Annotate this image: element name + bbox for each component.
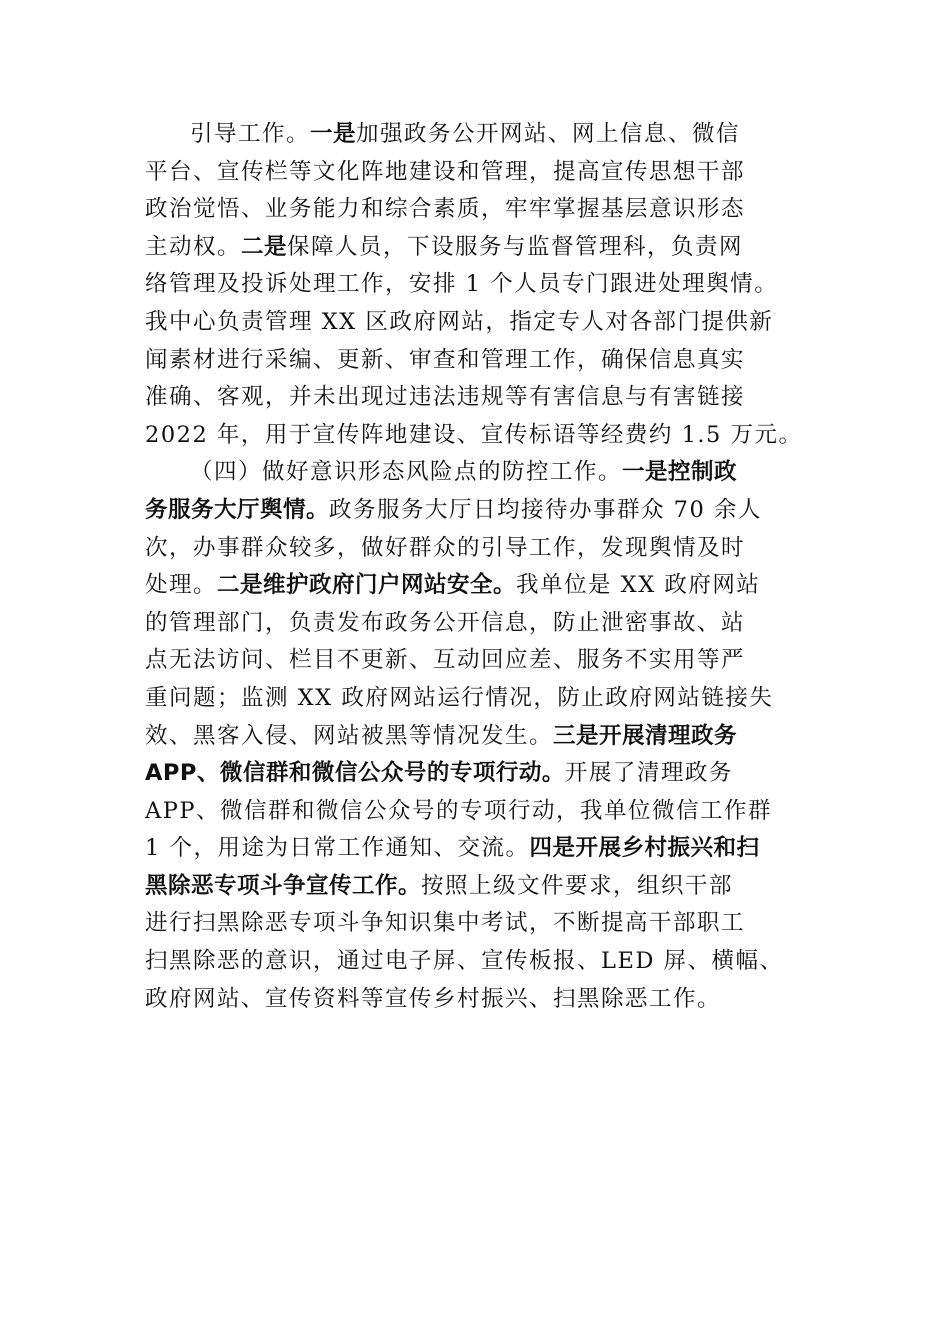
bold-text-run: 二是 [241,233,288,260]
text-line [145,530,825,568]
text-line [145,793,825,831]
text-line [145,830,825,868]
text-run: APP、微信群和微信公众号的专项行动，我单位微信工作群 [145,797,773,824]
text-line [145,229,825,267]
bold-text-run: 黑除恶专项斗争宣传工作。 [145,872,422,899]
text-line [145,342,825,380]
bold-text-run: 一是 [310,121,357,147]
text-line [145,605,825,643]
text-line [145,191,825,229]
text-run: 点无法访问、栏目不更新、互动回应差、服务不实用等严 [145,647,746,674]
text-run: 政治觉悟、业务能力和综合素质，牢牢掌握基层意识形态 [145,196,746,223]
text-run: 平台、宣传栏等文化阵地建设和管理，提高宣传思想干部 [145,158,746,185]
bold-text-run: 四是开展乡村振兴和扫 [529,835,760,862]
text-run: 次，办事群众较多，做好群众的引导工作，发现舆情及时 [145,534,746,561]
text-run: 主动权。 [145,233,242,260]
bold-text-run: 三是开展清理政务 [553,722,738,749]
text-run: 按照上级文件要求，组织干部 [421,872,734,899]
text-line [145,116,825,154]
text-run: 政府网站、宣传资料等宣传乡村振兴、扫黑除恶工作。 [145,985,722,1012]
text-run: 络管理及投诉处理工作，安排 1 个人员专门跟进处理舆情。 [145,271,779,298]
bold-text-run: 一是控制政 [622,459,738,486]
text-run: 闻素材进行采编、更新、审查和管理工作，确保信息真实 [145,346,746,373]
text-line [145,680,825,718]
text-line [145,943,825,981]
bold-text-run: APP、微信群和微信公众号的专项行动。 [145,760,565,787]
document-body [145,116,825,1018]
text-run: （四）做好意识形态风险点的防控工作。 [190,459,623,486]
text-run: 引导工作。 [190,121,311,147]
text-line [145,304,825,342]
text-line [145,266,825,304]
text-line [145,718,825,756]
text-run: 进行扫黑除恶专项斗争知识集中考试，不断提高干部职工 [145,910,746,937]
text-run: 准确、客观，并未出现过违法违规等有害信息与有害链接 [145,384,746,411]
text-line [145,417,825,455]
text-run: 加强政务公开网站、网上信息、微信 [356,121,741,147]
text-run: 处理。 [145,572,218,599]
text-line [145,154,825,192]
text-line [145,905,825,943]
text-run: 我单位是 XX 政府网站 [516,572,761,599]
text-line [145,981,825,1019]
text-run: 保障人员，下设服务与监督管理科，负责网 [287,233,744,260]
text-run: 的管理部门，负责发布政务公开信息，防止泄密事故、站 [145,609,746,636]
text-line [145,567,825,605]
text-line [145,642,825,680]
text-line [145,868,825,906]
text-run: 政务服务大厅日均接待办事群众 70 余人 [329,496,762,523]
text-run: 扫黑除恶的意识，通过电子屏、宣传板报、LED 屏、横幅、 [145,948,784,975]
text-run: 2022 年，用于宣传阵地建设、宣传标语等经费约 1.5 万元。 [145,421,803,448]
text-run: 效、黑客入侵、网站被黑等情况发生。 [145,722,554,749]
text-line [145,755,825,793]
bold-text-run: 务服务大厅舆情。 [145,496,330,523]
text-line [145,492,825,530]
text-line [145,379,825,417]
text-run: 重问题；监测 XX 政府网站运行情况，防止政府网站链接失 [145,684,774,711]
text-run: 开展了清理政务 [564,760,733,787]
bold-text-run: 二是维护政府门户网站安全。 [217,572,517,599]
text-run: 我中心负责管理 XX 区政府网站，指定专人对各部门提供新 [145,308,774,335]
text-run: 1 个，用途为日常工作通知、交流。 [145,835,530,862]
text-line [145,454,825,492]
